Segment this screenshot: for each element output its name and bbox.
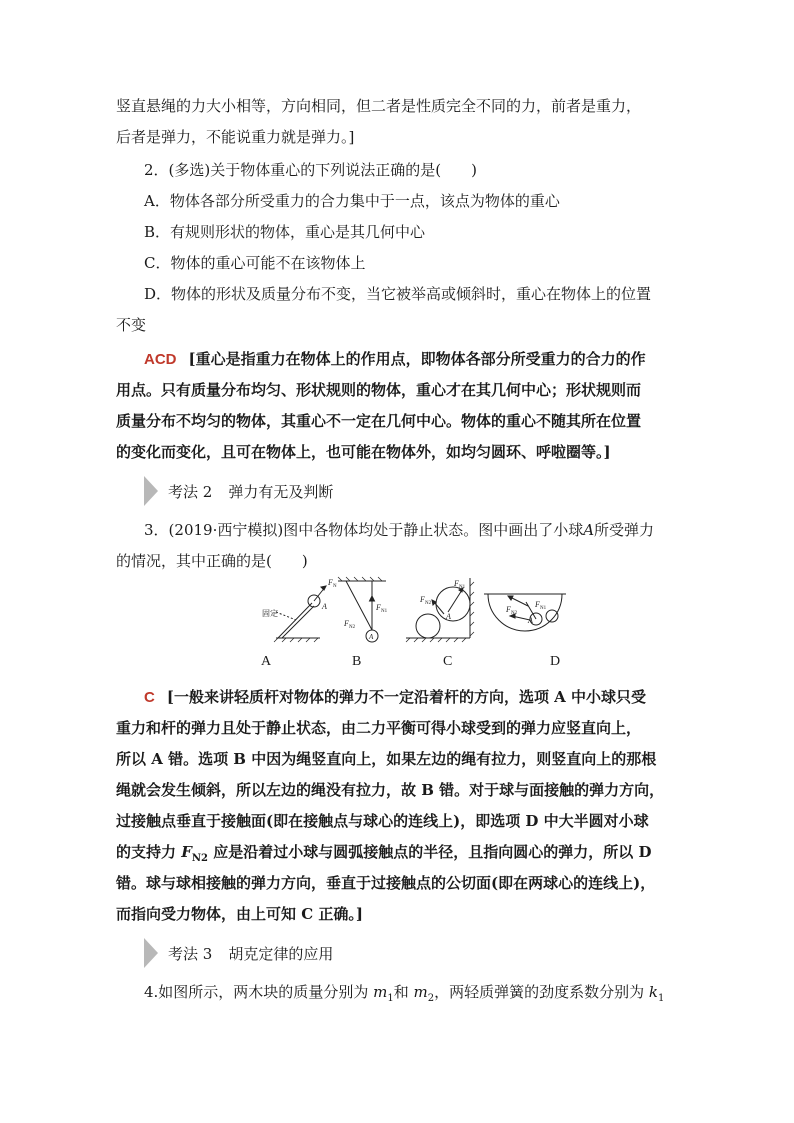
svg-text:N1: N1 — [459, 585, 466, 590]
question-3-stem-cont: 的情况，其中正确的是( ) — [116, 552, 308, 570]
section-heading: 考法 3 胡克定律的应用 — [144, 938, 333, 968]
svg-text:F: F — [454, 579, 459, 588]
svg-text:N2: N2 — [511, 611, 518, 616]
question-2-option-b: B．有规则形状的物体，重心是其几何中心 — [144, 223, 426, 241]
explanation-line: 用点。只有质量分布均匀、形状规则的物体，重心才在其几何中心；形状规则而 — [116, 381, 642, 399]
figure-label-d: D — [550, 654, 561, 669]
svg-text:F: F — [376, 603, 381, 612]
explanation-line: 过接触点垂直于接触面(即在接触点与球心的连线上)，即选项 D 中大半圆对小球 — [116, 812, 649, 830]
svg-text:A: A — [322, 602, 327, 611]
svg-text:A: A — [528, 616, 533, 625]
section-arrow-icon — [144, 938, 158, 968]
svg-text:N2: N2 — [425, 601, 432, 606]
explanation-line: 的变化而变化，且可在物体上，也可能在物体外，如均匀圆环、呼啦圈等。] — [116, 443, 611, 461]
answer-label: ACD — [144, 351, 177, 368]
figure-label-b: B — [352, 654, 362, 669]
question-2-option-a: A．物体各部分所受重力的合力集中于一点，该点为物体的重心 — [144, 192, 560, 210]
explanation-line: 所以 A 错。选项 B 中因为绳竖直向上，如果左边的绳有拉力，则竖直向上的那根 — [116, 750, 657, 768]
question-3-stem: 3．(2019·西宁模拟)图中各物体均处于静止状态。图中画出了小球A所受弹力 — [144, 521, 655, 539]
explanation-line: 而指向受力物体，由上可知 C 正确。] — [116, 905, 363, 923]
text-line: 后者是弹力，不能说重力就是弹力。] — [116, 128, 355, 146]
question-4-stem: 4.如图所示，两木块的质量分别为 $m_1$和 $m_2$，两轻质弹簧的劲度系数分别为 $k_1$ — [144, 983, 665, 1004]
svg-text:A: A — [369, 633, 374, 641]
answer-label: C — [144, 689, 155, 706]
svg-text:F: F — [506, 605, 511, 614]
svg-text:F: F — [344, 619, 349, 628]
explanation-line: 的支持力 $F_{N2}$ 应是沿着过小球与圆弧接触点的半径，且指向圆心的弹力，所以 D — [116, 843, 652, 864]
explanation-line: 绳就会发生倾斜，所以左边的绳没有拉力，故 B 错。对于球与面接触的弹力方向， — [116, 781, 665, 799]
svg-text:N1: N1 — [381, 609, 388, 614]
text-line: 竖直悬绳的力大小相等，方向相同，但二者是性质完全不同的力，前者是重力， — [116, 97, 642, 115]
explanation-line: 重力和杆的弹力且处于静止状态，由二力平衡可得小球受到的弹力应竖直向上， — [116, 719, 642, 737]
svg-text:N: N — [333, 584, 337, 589]
svg-text:F: F — [535, 600, 540, 609]
question-3-explanation: C [一般来讲轻质杆对物体的弹力不一定沿着杆的方向，选项 A 中小球只受 — [144, 688, 647, 706]
explanation-line: 错。球与球相接触的弹力方向，垂直于过接触点的公切面(即在两球心的连线上)， — [116, 874, 656, 892]
question-2-stem: 2．(多选)关于物体重心的下列说法正确的是( ) — [144, 161, 477, 179]
svg-text:N2: N2 — [349, 625, 356, 630]
svg-text:固定: 固定 — [262, 609, 278, 618]
question-3-figure — [248, 576, 568, 676]
svg-text:F: F — [328, 578, 333, 587]
question-2-explanation: ACD [重心是指重力在物体上的作用点，即物体各部分所受重力的合力的作 — [144, 350, 646, 368]
question-2-option-c: C．物体的重心可能不在该物体上 — [144, 254, 366, 272]
svg-text:F: F — [420, 595, 425, 604]
question-2-option-d: D．物体的形状及质量分布不变，当它被举高或倾斜时，重心在物体上的位置 — [144, 285, 652, 303]
svg-text:N1: N1 — [540, 606, 547, 611]
figure-label-c: C — [443, 654, 453, 669]
section-heading: 考法 2 弹力有无及判断 — [144, 476, 333, 506]
section-arrow-icon — [144, 476, 158, 506]
figure-label-a: A — [261, 654, 272, 669]
svg-text:A: A — [446, 612, 451, 621]
question-2-option-d-cont: 不变 — [116, 316, 147, 334]
explanation-line: 质量分布不均匀的物体，其重心不一定在几何中心。物体的重心不随其所在位置 — [116, 412, 642, 430]
